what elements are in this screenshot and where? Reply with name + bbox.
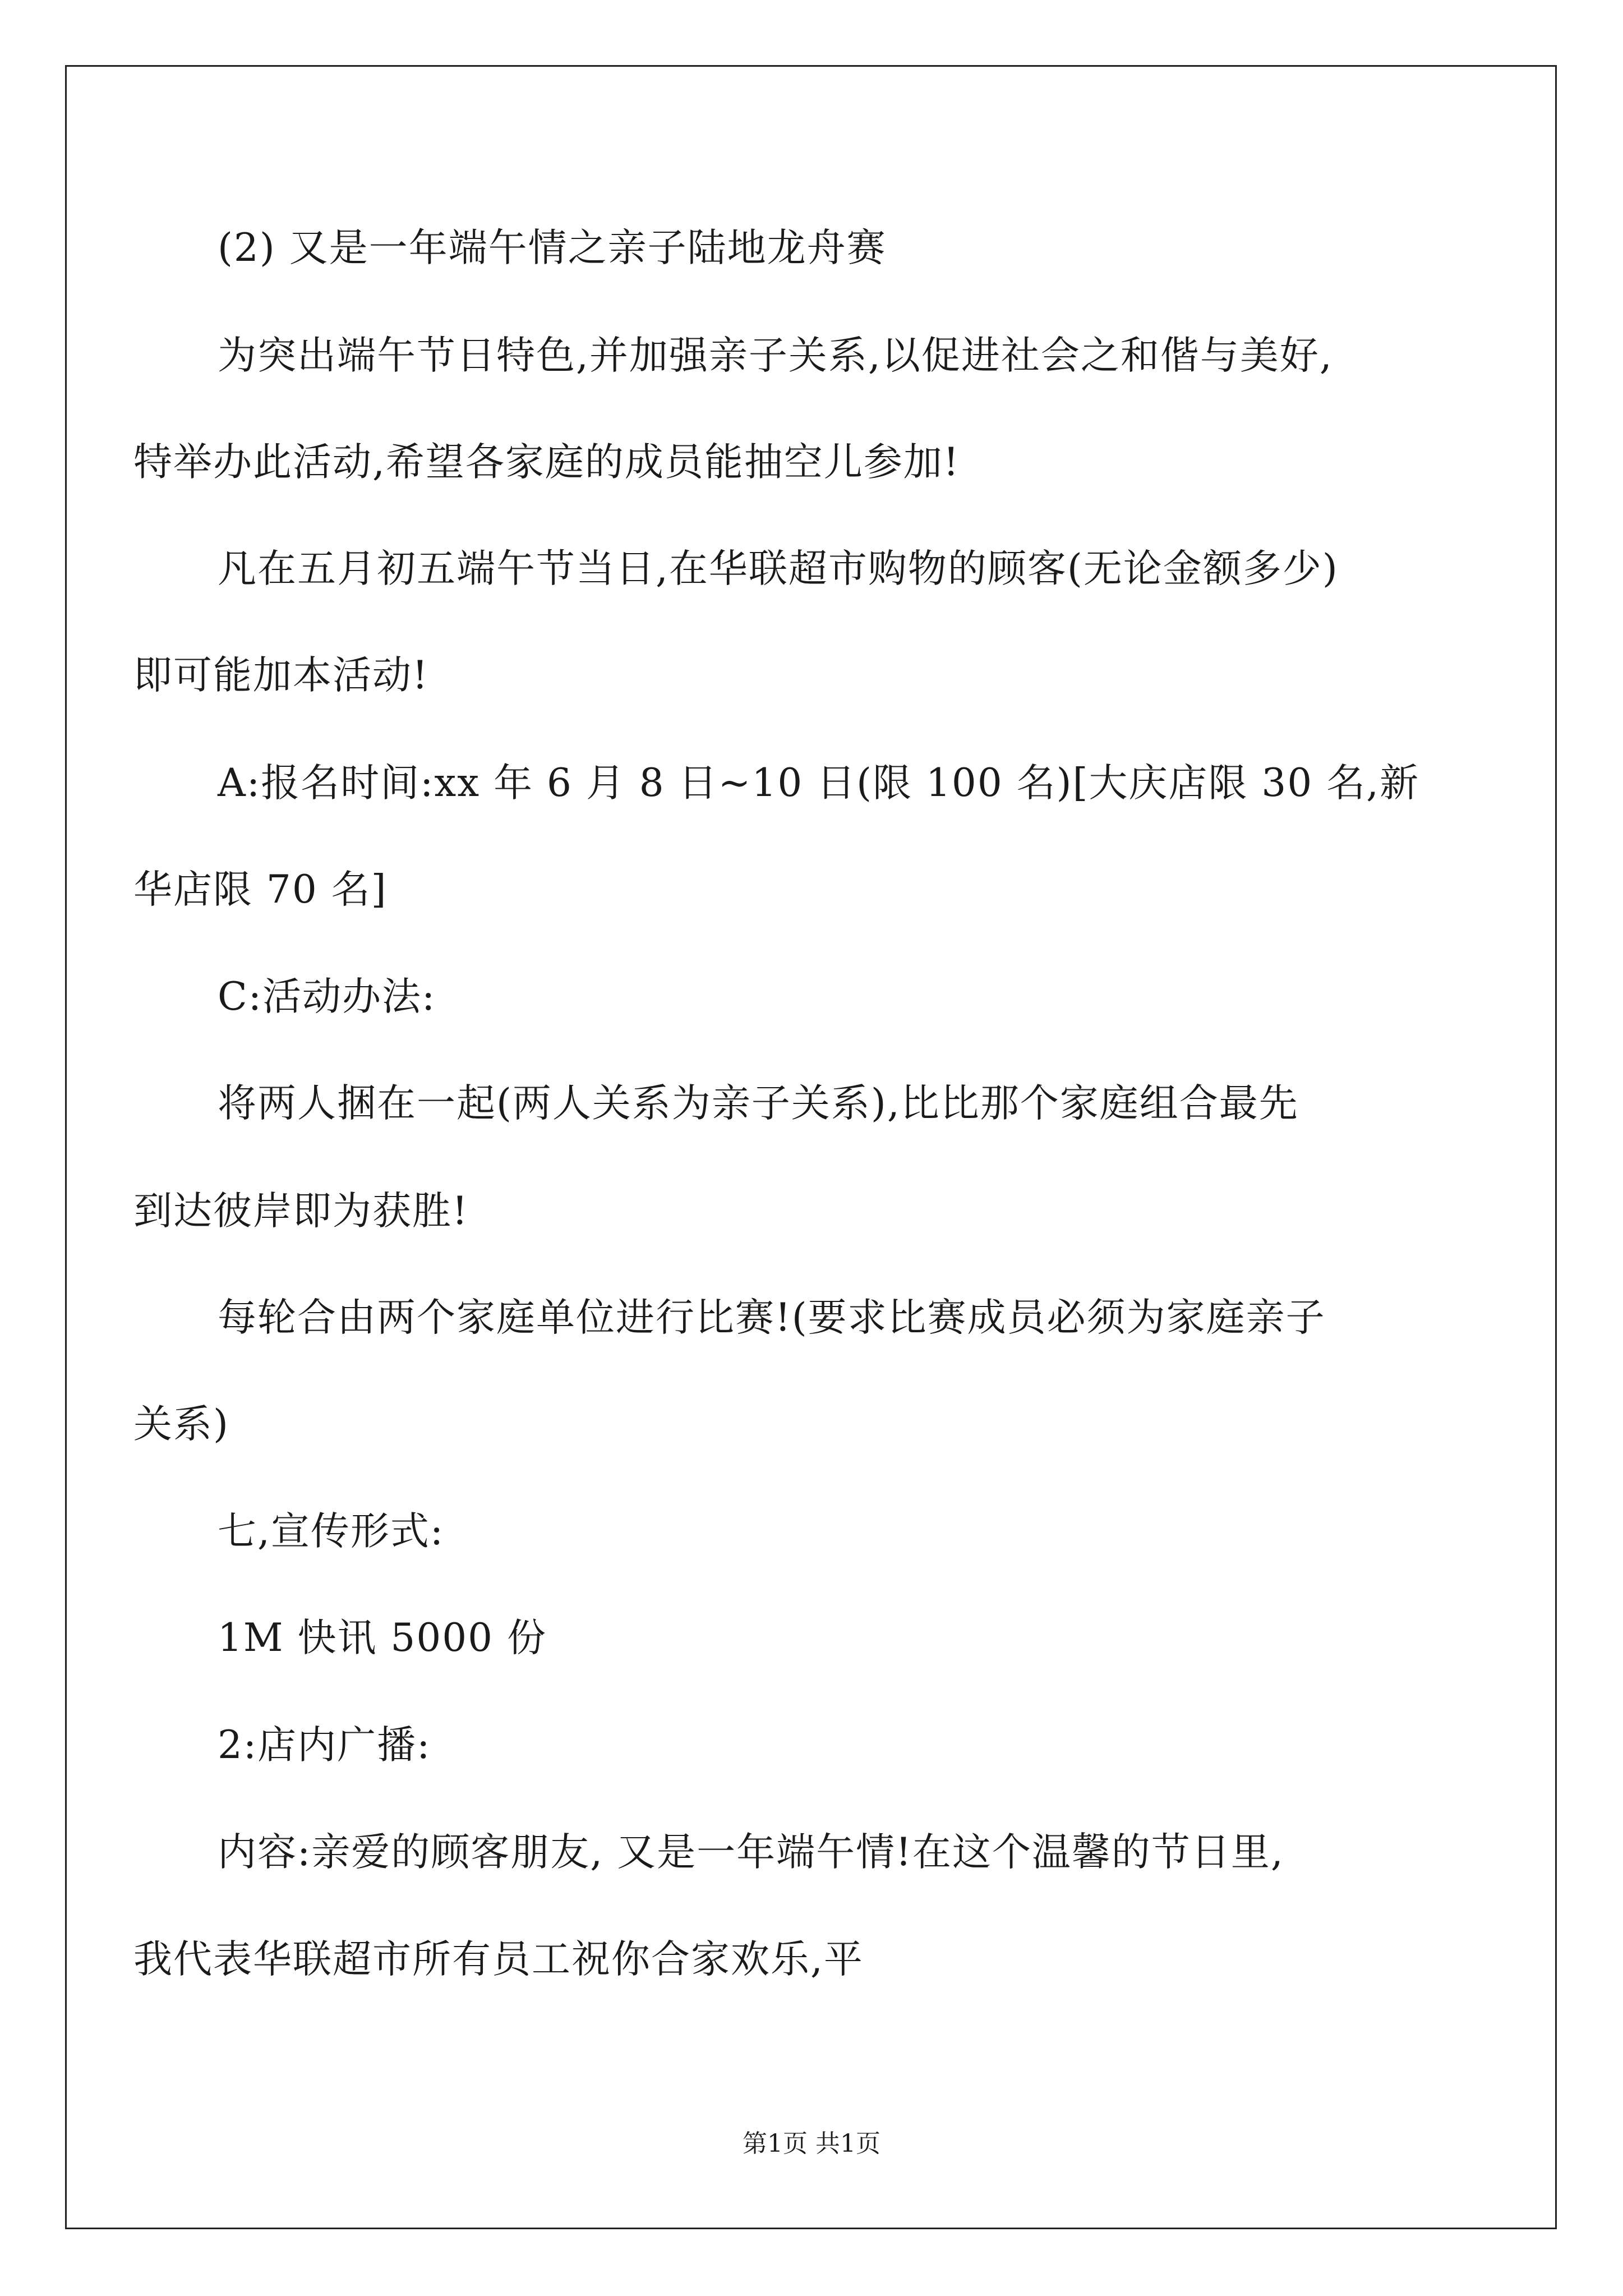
paragraph-line: 到达彼岸即为获胜!: [133, 1189, 469, 1234]
paragraph-line: 为突出端午节日特色,并加强亲子关系,以促进社会之和偕与美好,: [218, 333, 1333, 378]
paragraph-line: 每轮合由两个家庭单位进行比赛!(要求比赛成员必须为家庭亲子: [218, 1295, 1326, 1340]
paragraph-line: 关系): [133, 1402, 229, 1447]
paragraph-line: 我代表华联超市所有员工祝你合家欢乐,平: [133, 1937, 864, 1982]
page-number-footer: 第1页 共1页: [743, 2129, 880, 2158]
paragraph-line: 2:店内广播:: [218, 1723, 431, 1768]
paragraph-line: 内容:亲爱的顾客朋友, 又是一年端午情!在这个温馨的节日里,: [218, 1830, 1284, 1875]
paragraph-line: A:报名时间:xx 年 6 月 8 日~10 日(限 100 名)[大庆店限 30 名,新: [218, 761, 1420, 806]
paragraph-line: 特举办此活动,希望各家庭的成员能抽空儿参加!: [133, 440, 960, 485]
paragraph-line: C:活动办法:: [218, 974, 436, 1019]
paragraph-line: 凡在五月初五端午节当日,在华联超市购物的顾客(无论金额多少): [218, 546, 1339, 591]
paragraph-line: 即可能加本活动!: [133, 653, 429, 698]
paragraph-line: 1M 快讯 5000 份: [218, 1616, 547, 1660]
paragraph-line: 将两人捆在一起(两人关系为亲子关系),比比那个家庭组合最先: [218, 1081, 1299, 1126]
paragraph-line: 七,宣传形式:: [218, 1509, 445, 1554]
section-heading: (2) 又是一年端午情之亲子陆地龙舟赛: [218, 226, 887, 270]
page-border: [65, 65, 1557, 2229]
paragraph-line: 华店限 70 名]: [133, 867, 388, 912]
